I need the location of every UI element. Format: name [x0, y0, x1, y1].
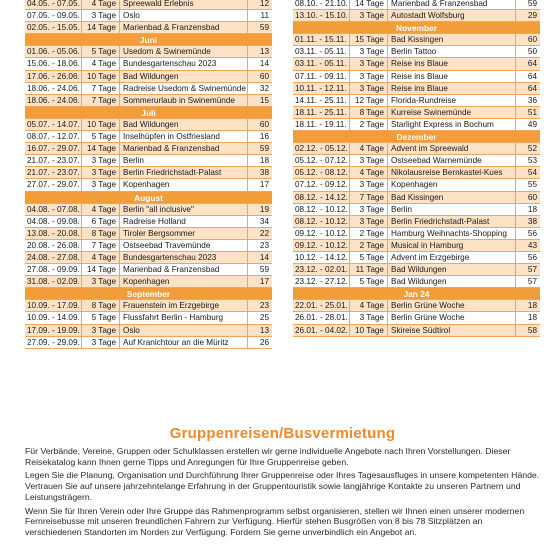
- tour-title: Usedom & Swinemünde: [120, 46, 248, 57]
- catalog-page-number: 56: [527, 228, 537, 238]
- tour-row: [293, 216, 540, 228]
- tour-title: Bundesgartenschau 2023: [120, 58, 248, 69]
- month-header: Juli: [25, 107, 272, 119]
- catalog-page-number: 64: [527, 83, 537, 93]
- catalog-page-number: 17: [259, 180, 269, 190]
- catalog-page-number: 59: [259, 23, 269, 33]
- tour-title: Bad Wildungen: [388, 276, 516, 287]
- tour-row: [25, 131, 272, 143]
- catalog-page-number: 23: [259, 301, 269, 311]
- tour-title: Reise ins Blaue: [388, 71, 516, 82]
- tour-duration: 3 Tage: [350, 83, 388, 94]
- tour-duration: 3 Tage: [350, 204, 388, 215]
- tour-duration: 3 Tage: [82, 155, 120, 166]
- catalog-page-number: 57: [527, 277, 537, 287]
- tour-date: 09.12. - 10.12.: [293, 228, 350, 239]
- catalog-page-number: 51: [527, 107, 537, 117]
- tour-table-right: [293, 0, 540, 337]
- tour-duration: 12 Tage: [350, 95, 388, 106]
- catalog-page-number: 16: [259, 132, 269, 142]
- month-header: Juni: [25, 34, 272, 46]
- tour-date: 17.06. - 26.06.: [25, 71, 82, 82]
- group-travel-section: [25, 425, 540, 541]
- tour-date: 23.12. - 27.12.: [293, 276, 350, 287]
- tour-row: [293, 325, 540, 337]
- tour-duration: 11 Tage: [350, 264, 388, 275]
- tour-duration: 4 Tage: [82, 204, 120, 215]
- tour-duration: 2 Tage: [350, 119, 388, 130]
- tour-duration: 5 Tage: [82, 312, 120, 323]
- tour-row: [293, 95, 540, 107]
- tour-date: 18.06. - 24.06.: [25, 83, 82, 94]
- catalog-page-number: 19: [259, 204, 269, 214]
- tour-date: 10.09. - 17.09.: [25, 300, 82, 311]
- tour-row: [293, 204, 540, 216]
- catalog-page-number: 18: [259, 156, 269, 166]
- tour-date: 31.08. - 02.09.: [25, 276, 82, 287]
- tour-title: Berlin Tattoo: [388, 46, 516, 57]
- catalog-page-number: 32: [259, 83, 269, 93]
- tour-title: Ostseebad Travemünde: [120, 240, 248, 251]
- tour-duration: 5 Tage: [350, 276, 388, 287]
- tour-title: Tiroler Bergsommer: [120, 228, 248, 239]
- catalog-page-number: 23: [259, 240, 269, 250]
- tour-title: Florida-Rundreise: [388, 95, 516, 106]
- catalog-page-number: 18: [527, 204, 537, 214]
- tour-title: Bad Kissingen: [388, 192, 516, 203]
- catalog-page-number: 43: [527, 240, 537, 250]
- tour-duration: 10 Tage: [350, 325, 388, 336]
- tour-duration: 3 Tage: [350, 10, 388, 21]
- tour-title: Marienbad & Franzensbad: [120, 264, 248, 275]
- tour-row: [25, 240, 272, 252]
- tour-date: 05.12. - 07.12.: [293, 155, 350, 166]
- tour-row: [25, 276, 272, 288]
- tour-row: [25, 325, 272, 337]
- tour-duration: 3 Tage: [350, 216, 388, 227]
- catalog-page-number: 36: [527, 95, 537, 105]
- tour-row: [25, 216, 272, 228]
- tour-title: Sommerurlaub in Swinemünde: [120, 95, 248, 106]
- tour-title: Oslo: [120, 10, 248, 21]
- catalog-page-number: 18: [527, 313, 537, 323]
- tour-date: 26.01. - 04.02.: [293, 325, 350, 336]
- tour-duration: 8 Tage: [350, 107, 388, 118]
- tour-duration: 3 Tage: [350, 58, 388, 69]
- tour-date: 02.05. - 15.05.: [25, 22, 82, 33]
- tour-duration: 14 Tage: [350, 0, 388, 9]
- tour-title: Berlin Friedrichstadt-Palast: [388, 216, 516, 227]
- tour-row: [25, 337, 272, 349]
- tour-title: Radreise Usedom & Swinemünde: [120, 83, 248, 94]
- tour-row: [25, 252, 272, 264]
- tour-date: 08.12. - 10.12.: [293, 204, 350, 215]
- tour-duration: 3 Tage: [82, 167, 120, 178]
- tour-date: 13.08. - 20.08.: [25, 228, 82, 239]
- tour-date: 03.11. - 05.11.: [293, 46, 350, 57]
- month-header: August: [25, 192, 272, 204]
- tour-row: [293, 71, 540, 83]
- tour-row: [25, 312, 272, 324]
- catalog-page-number: 14: [259, 59, 269, 69]
- tour-duration: 5 Tage: [82, 131, 120, 142]
- tour-date: 07.11. - 09.11.: [293, 71, 350, 82]
- catalog-page-number: 53: [527, 156, 537, 166]
- catalog-page-number: 15: [259, 95, 269, 105]
- tour-row: [25, 95, 272, 107]
- catalog-page-number: 60: [527, 192, 537, 202]
- tour-date: 10.09. - 14.09.: [25, 312, 82, 323]
- tour-row: [293, 228, 540, 240]
- catalog-page-number: 49: [527, 119, 537, 129]
- tour-date: 15.06. - 18.06.: [25, 58, 82, 69]
- tour-duration: 4 Tage: [350, 143, 388, 154]
- tour-date: 27.08. - 09.09.: [25, 264, 82, 275]
- month-header: November: [293, 22, 540, 34]
- tour-row: [25, 228, 272, 240]
- tour-row: [25, 179, 272, 191]
- tour-title: Kopenhagen: [120, 276, 248, 287]
- tour-date: 24.08. - 27.08.: [25, 252, 82, 263]
- tour-row: [25, 0, 272, 10]
- tour-title: Kopenhagen: [388, 179, 516, 190]
- catalog-page-number: 38: [259, 168, 269, 178]
- catalog-page-number: 60: [259, 119, 269, 129]
- tour-row: [25, 204, 272, 216]
- tour-title: Berlin: [388, 204, 516, 215]
- tour-title: Ostseebad Warnemünde: [388, 155, 516, 166]
- tour-row: [293, 119, 540, 131]
- tour-date: 09.12. - 10.12.: [293, 240, 350, 251]
- tour-row: [293, 155, 540, 167]
- tour-row: [293, 34, 540, 46]
- tour-row: [25, 167, 272, 179]
- tour-date: 08.10. - 21.10.: [293, 0, 350, 9]
- tour-title: Hamburg Weihnachts-Shopping: [388, 228, 516, 239]
- section-heading: Gruppenreisen/Busvermietung: [169, 425, 396, 442]
- tour-date: 22.01. - 25.01.: [293, 300, 350, 311]
- tour-duration: 10 Tage: [82, 119, 120, 130]
- tour-title: Bad Kissingen: [388, 34, 516, 45]
- catalog-page-number: 57: [527, 265, 537, 275]
- tour-title: Oslo: [120, 325, 248, 336]
- tour-row: [25, 300, 272, 312]
- tour-date: 03.11. - 05.11.: [293, 58, 350, 69]
- tour-title: Bad Wildungen: [388, 264, 516, 275]
- tour-duration: 3 Tage: [350, 46, 388, 57]
- tour-row: [25, 143, 272, 155]
- tour-date: 18.06. - 24.06.: [25, 95, 82, 106]
- catalog-page-number: 59: [259, 265, 269, 275]
- tour-row: [25, 71, 272, 83]
- catalog-page-number: 22: [259, 228, 269, 238]
- tour-duration: 10 Tage: [82, 71, 120, 82]
- info-paragraph: Für Verbände, Vereine, Gruppen oder Schulklassen erstellen wir gerne individuelle Angebote nach Ihren Vorstellungen. Dieser Reisekatalog kann Ihnen gerne Tipps und Anregungen für Ihre Gruppenreise geben.: [25, 446, 511, 467]
- tour-title: Berlin Grüne Woche: [388, 300, 516, 311]
- catalog-page-number: 60: [527, 35, 537, 45]
- month-header: Jan 24: [293, 288, 540, 300]
- tour-date: 26.01. - 28.01.: [293, 312, 350, 323]
- tour-duration: 4 Tage: [82, 58, 120, 69]
- tour-row: [293, 10, 540, 22]
- tour-duration: 7 Tage: [82, 240, 120, 251]
- tour-duration: 14 Tage: [82, 264, 120, 275]
- tour-date: 27.07. - 29.07.: [25, 179, 82, 190]
- tour-duration: 4 Tage: [82, 0, 120, 9]
- tour-row: [293, 83, 540, 95]
- tour-date: 02.12. - 05.12.: [293, 143, 350, 154]
- tour-title: Nikolausreise Bernkastel-Kues: [388, 167, 516, 178]
- month-header: Dezember: [293, 131, 540, 143]
- tour-row: [293, 300, 540, 312]
- catalog-page-number: 26: [259, 337, 269, 347]
- catalog-page-number: 18: [527, 301, 537, 311]
- tour-date: 17.09. - 19.09.: [25, 325, 82, 336]
- catalog-page-number: 13: [259, 325, 269, 335]
- tour-row: [25, 264, 272, 276]
- tour-title: Advent im Erzgebirge: [388, 252, 516, 263]
- tour-date: 08.12. - 14.12.: [293, 192, 350, 203]
- tour-row: [293, 179, 540, 191]
- tour-duration: 4 Tage: [350, 167, 388, 178]
- tour-title: Advent im Spreewald: [388, 143, 516, 154]
- month-header: September: [25, 288, 272, 300]
- tour-date: 08.07. - 12.07.: [25, 131, 82, 142]
- tour-title: Marienbad & Franzensbad: [120, 143, 248, 154]
- tour-date: 16.07. - 29.07.: [25, 143, 82, 154]
- tour-date: 07.05. - 09.05.: [25, 10, 82, 21]
- tour-duration: 3 Tage: [350, 179, 388, 190]
- tour-row: [293, 107, 540, 119]
- tour-duration: 3 Tage: [350, 71, 388, 82]
- tour-row: [293, 58, 540, 70]
- tour-date: 01.11. - 15.11.: [293, 34, 350, 45]
- tour-row: [293, 252, 540, 264]
- tour-title: Marienbad & Franzensbad: [120, 22, 248, 33]
- catalog-page-number: 34: [259, 216, 269, 226]
- catalog-page-number: 60: [259, 71, 269, 81]
- tour-table-left: [25, 0, 272, 349]
- tour-title: Reise ins Blaue: [388, 58, 516, 69]
- catalog-page-number: 50: [527, 47, 537, 57]
- tour-duration: 3 Tage: [82, 337, 120, 348]
- tour-date: 10.11. - 12.11.: [293, 83, 350, 94]
- tour-date: 04.08. - 09.08.: [25, 216, 82, 227]
- catalog-page-number: 14: [259, 252, 269, 262]
- tour-date: 18.11. - 25.11.: [293, 107, 350, 118]
- catalog-page-number: 13: [259, 47, 269, 57]
- catalog-page-number: 38: [527, 216, 537, 226]
- tour-title: Reise ins Blaue: [388, 83, 516, 94]
- tour-row: [25, 22, 272, 34]
- tour-date: 05.07. - 14.07.: [25, 119, 82, 130]
- tour-date: 04.05. - 07.05.: [25, 0, 82, 9]
- info-paragraph: Wenn Sie für Ihren Verein oder Ihre Gruppe das Rahmenprogramm selbst organisieren, stellen wir Ihnen einen unserer modernen Fernreisebusse mit unseren freundlichen Fahrern zur Verfügung. Hierfür stehen Busgrößen von 8 bis 78 Sitzplätzen an verschiedenen Standorten im Norden zur Verfügung. Fordern Sie gerne unverbindlich ein Angebot an.: [25, 505, 525, 538]
- catalog-page-number: 64: [527, 59, 537, 69]
- tour-title: Frauenstein im Erzgebirge: [120, 300, 248, 311]
- tour-duration: 3 Tage: [82, 179, 120, 190]
- tour-duration: 2 Tage: [350, 240, 388, 251]
- tour-row: [25, 58, 272, 70]
- tour-duration: 3 Tage: [350, 155, 388, 166]
- tour-duration: 3 Tage: [82, 276, 120, 287]
- tour-duration: 3 Tage: [82, 325, 120, 336]
- catalog-page-number: 59: [527, 0, 537, 8]
- tour-row: [293, 167, 540, 179]
- tour-duration: 5 Tage: [82, 46, 120, 57]
- tour-row: [25, 46, 272, 58]
- tour-row: [293, 143, 540, 155]
- tour-title: Flussfahrt Berlin - Hamburg: [120, 312, 248, 323]
- tour-title: Berlin Grüne Woche: [388, 312, 516, 323]
- tour-duration: 2 Tage: [350, 228, 388, 239]
- tour-row: [293, 240, 540, 252]
- tour-title: Kurreise Swinemünde: [388, 107, 516, 118]
- catalog-page-number: 54: [527, 168, 537, 178]
- tour-title: Marienbad & Franzensbad: [388, 0, 516, 9]
- tour-date: 18.11. - 19.11.: [293, 119, 350, 130]
- tour-row: [293, 312, 540, 324]
- tour-row: [293, 192, 540, 204]
- tour-date: 21.07. - 23.07.: [25, 155, 82, 166]
- tour-title: Berlin "all inclusive": [120, 204, 248, 215]
- tour-title: Skireise Südtirol: [388, 325, 516, 336]
- tour-title: Inselhüpfen in Ostfriesland: [120, 131, 248, 142]
- tour-title: Berlin: [120, 155, 248, 166]
- catalog-page-number: 59: [259, 144, 269, 154]
- tour-date: 27.09. - 29.09.: [25, 337, 82, 348]
- catalog-page-number: 29: [527, 11, 537, 21]
- tour-row: [293, 276, 540, 288]
- catalog-page-number: 64: [527, 71, 537, 81]
- tour-title: Bad Wildungen: [120, 71, 248, 82]
- tour-row: [293, 46, 540, 58]
- tour-duration: 4 Tage: [350, 300, 388, 311]
- tour-row: [293, 0, 540, 10]
- tour-duration: 4 Tage: [82, 252, 120, 263]
- tour-title: Kopenhagen: [120, 179, 248, 190]
- catalog-page-number: 56: [527, 252, 537, 262]
- tour-date: 07.12. - 09.12.: [293, 179, 350, 190]
- info-paragraph: Legen Sie die Planung, Organisation und Durchführung Ihrer Gruppenreise oder Ihres Tagesausfluges in unsere kompetenten Hände. Vertrauen Sie auf unsere jahrzehntelange Erfahrung in der Gruppentouristik sowie langjährige Kontakte zu unseren Partnern und Leistungsträgern.: [25, 470, 540, 503]
- tour-duration: 15 Tage: [350, 34, 388, 45]
- tour-title: Spreewald Erlebnis: [120, 0, 248, 9]
- tour-duration: 7 Tage: [82, 95, 120, 106]
- tour-title: Bundesgartenschau 2023: [120, 252, 248, 263]
- tour-row: [293, 264, 540, 276]
- catalog-page-number: 12: [259, 0, 269, 8]
- tour-date: 21.07. - 23.07.: [25, 167, 82, 178]
- tour-row: [25, 119, 272, 131]
- tour-date: 23.12. - 02.01.: [293, 264, 350, 275]
- tour-row: [25, 83, 272, 95]
- catalog-page-number: 11: [260, 11, 269, 21]
- tour-title: Radreise Holland: [120, 216, 248, 227]
- tour-date: 04.08. - 07.08.: [25, 204, 82, 215]
- tour-duration: 14 Tage: [82, 143, 120, 154]
- tour-date: 05.12. - 08.12.: [293, 167, 350, 178]
- tour-duration: 3 Tage: [350, 312, 388, 323]
- tour-row: [25, 10, 272, 22]
- tour-title: Musical in Hamburg: [388, 240, 516, 251]
- tour-title: Auf Kranichtour an die Müritz: [120, 337, 248, 348]
- tour-date: 10.12. - 14.12.: [293, 252, 350, 263]
- tour-duration: 14 Tage: [82, 22, 120, 33]
- tour-duration: 8 Tage: [82, 228, 120, 239]
- tour-date: 08.12. - 10.12.: [293, 216, 350, 227]
- catalog-page-number: 25: [259, 313, 269, 323]
- tour-title: Starlight Express in Bochum: [388, 119, 516, 130]
- tour-title: Berlin Friedrichstadt-Palast: [120, 167, 248, 178]
- tour-date: 14.11. - 25.11.: [293, 95, 350, 106]
- catalog-page-number: 17: [259, 277, 269, 287]
- catalog-page-number: 58: [527, 325, 537, 335]
- tour-row: [25, 155, 272, 167]
- catalog-page-number: 55: [527, 180, 537, 190]
- tour-date: 20.08. - 26.08.: [25, 240, 82, 251]
- tour-date: 13.10. - 15.10.: [293, 10, 350, 21]
- tour-duration: 6 Tage: [82, 216, 120, 227]
- tour-date: 01.06. - 05.06.: [25, 46, 82, 57]
- tour-duration: 8 Tage: [82, 300, 120, 311]
- tour-duration: 3 Tage: [82, 10, 120, 21]
- catalog-page-number: 52: [527, 144, 537, 154]
- tour-title: Bad Wildungen: [120, 119, 248, 130]
- tour-duration: 5 Tage: [350, 252, 388, 263]
- tour-duration: 7 Tage: [350, 192, 388, 203]
- tour-duration: 7 Tage: [82, 83, 120, 94]
- tour-title: Autostadt Wolfsburg: [388, 10, 516, 21]
